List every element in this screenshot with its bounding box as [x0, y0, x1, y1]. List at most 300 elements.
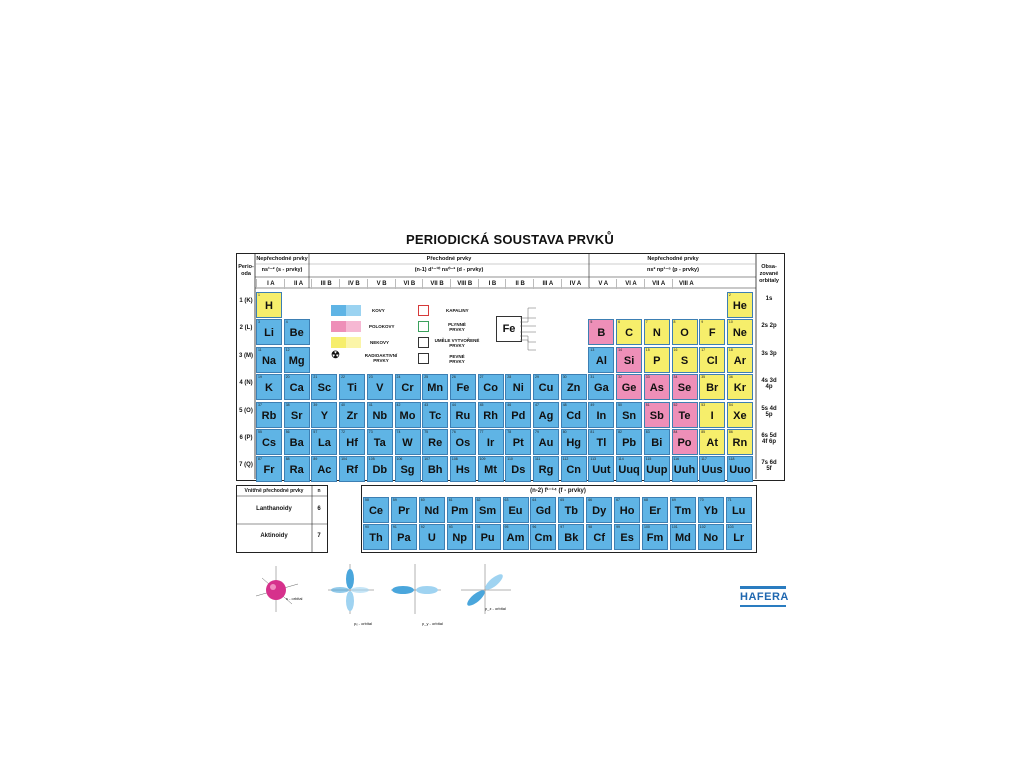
- element-s: [672, 347, 698, 373]
- atomic-number: 25: [424, 375, 429, 380]
- element-cl: [699, 347, 725, 373]
- element-symbol: Os: [455, 437, 471, 449]
- element-symbol: Ne: [732, 327, 747, 340]
- legend-kovy: KOVY: [372, 308, 385, 313]
- legend-plynne: PLYNNÉ PRVKY: [448, 322, 466, 332]
- element-v: [367, 374, 393, 400]
- element-symbol: B: [597, 327, 606, 340]
- legend-polokovy: POLOKOVY: [369, 324, 395, 329]
- atomic-number: 118: [728, 457, 735, 462]
- element-rn: [727, 429, 753, 455]
- atomic-number: 28: [507, 375, 512, 380]
- element-sr: [284, 402, 310, 428]
- pz-orbital-caption: p_z - orbital: [485, 606, 506, 611]
- atomic-number: 22: [341, 375, 345, 380]
- element-symbol: Rg: [538, 464, 554, 477]
- element-hs: [450, 456, 476, 482]
- atomic-number: 36: [728, 375, 733, 380]
- atomic-number: 17: [701, 347, 706, 352]
- element-symbol: Pt: [512, 437, 524, 449]
- element-symbol: Db: [372, 464, 388, 477]
- element-symbol: Uup: [646, 464, 668, 477]
- atomic-number: 51: [645, 402, 650, 407]
- atomic-number: 30: [562, 375, 567, 380]
- atomic-number: 32: [618, 375, 622, 380]
- atomic-number: 1: [258, 293, 260, 297]
- inner-header-label: Vnitřně přechodné prvky: [244, 488, 304, 494]
- element-symbol: Ac: [317, 464, 332, 477]
- atomic-number: 63: [504, 498, 509, 502]
- legend-semimetal-swatch: [331, 321, 361, 332]
- atomic-number: 82: [618, 430, 622, 434]
- f-block-formula: (n-2) f¹⁻¹⁴ (f - prvky): [530, 488, 586, 494]
- element-symbol: Si: [623, 354, 635, 367]
- atomic-number: 59: [392, 498, 397, 502]
- group-label: V B: [367, 279, 396, 289]
- element-symbol: Ir: [486, 437, 495, 449]
- publisher-logo: [740, 586, 789, 610]
- px-orbital-icon: [328, 564, 374, 614]
- legend-nonmetal-swatch: [331, 337, 361, 348]
- element-zr: [339, 402, 365, 428]
- element-rg: [533, 456, 559, 482]
- element-xe: [727, 402, 753, 428]
- element-ne: [727, 319, 753, 345]
- atomic-number: 104: [341, 457, 347, 462]
- group-label: I B: [478, 279, 507, 289]
- element-ir: [478, 429, 504, 455]
- element-nd: [419, 497, 445, 523]
- element-ru: [450, 402, 476, 428]
- group-label: VI A: [616, 279, 645, 289]
- element-tm: [670, 497, 696, 523]
- atomic-number: 103: [727, 525, 734, 529]
- element-co: [478, 374, 504, 400]
- element-rb: [256, 402, 282, 428]
- element-fr: [256, 456, 282, 482]
- element-symbol: Zr: [346, 409, 358, 422]
- element-symbol: Uut: [592, 464, 611, 477]
- py-orbital-caption: p_y - orbital: [422, 621, 443, 626]
- legend-metal-swatch: [331, 305, 361, 316]
- atomic-number: 110: [507, 457, 513, 462]
- element-symbol: Zn: [566, 382, 581, 395]
- group-label: IV B: [339, 279, 368, 289]
- page-title: PERIODICKÁ SOUSTAVA PRVKŮ: [406, 232, 614, 247]
- element-symbol: Xe: [733, 409, 747, 422]
- period-orbitals: 1s: [765, 296, 773, 302]
- element-symbol: Cs: [261, 437, 277, 449]
- element-symbol: Ds: [511, 464, 526, 477]
- atomic-number: 111: [535, 457, 541, 462]
- element-pb: [616, 429, 642, 455]
- element-symbol: Kr: [733, 382, 746, 395]
- atomic-number: 74: [396, 430, 401, 434]
- element-ca: [284, 374, 310, 400]
- atomic-number: 47: [535, 402, 539, 407]
- element-symbol: Co: [483, 382, 498, 395]
- lanthanoids-label: Lanthanoidy: [256, 506, 292, 512]
- element-symbol: Pb: [622, 437, 637, 449]
- atomic-number: 8: [673, 320, 676, 325]
- atomic-number: 65: [560, 498, 565, 502]
- element-symbol: Sn: [622, 409, 637, 422]
- atomic-number: 77: [479, 430, 484, 434]
- element-kr: [727, 374, 753, 400]
- element-ti: [339, 374, 365, 400]
- element-symbol: O: [680, 327, 689, 340]
- legend-kapaliny: KAPALINY: [446, 308, 469, 313]
- element-symbol: Po: [677, 437, 692, 449]
- element-hg: [561, 429, 587, 455]
- period-orbitals: 4s 3d 4p: [761, 378, 777, 391]
- atomic-number: 85: [701, 430, 706, 434]
- element-symbol: Pa: [397, 532, 411, 544]
- group-label: VI B: [395, 279, 424, 289]
- element-symbol: Ca: [289, 382, 304, 395]
- element-symbol: Ga: [594, 382, 609, 395]
- element-symbol: Sg: [400, 464, 415, 477]
- atomic-number: 50: [618, 402, 622, 407]
- element-symbol: Mo: [399, 409, 416, 422]
- atomic-number: 73: [368, 430, 373, 434]
- element-symbol: Sb: [649, 409, 664, 422]
- element-symbol: In: [596, 409, 607, 422]
- element-ar: [727, 347, 753, 373]
- group-label: VIII B: [450, 279, 479, 289]
- element-symbol: Pr: [398, 505, 410, 517]
- atomic-number: 16: [673, 347, 678, 352]
- element-symbol: C: [625, 327, 634, 340]
- mid-group-formula: (n-1) d¹⁻¹⁰ ns⁰⁻² (d - prvky): [414, 267, 484, 273]
- atomic-number: 105: [368, 457, 375, 462]
- element-symbol: Rn: [732, 437, 748, 449]
- element-bi: [644, 429, 670, 455]
- element-mn: [422, 374, 448, 400]
- element-mg: [284, 347, 310, 373]
- element-re: [422, 429, 448, 455]
- element-ga: [588, 374, 614, 400]
- element-symbol: Lu: [731, 505, 746, 517]
- period-label: 3 (M): [239, 352, 253, 359]
- element-symbol: N: [652, 327, 661, 340]
- element-symbol: Ce: [368, 505, 384, 517]
- element-lr: [726, 524, 752, 550]
- element-symbol: Li: [264, 327, 274, 340]
- atomic-number: 43: [424, 402, 429, 407]
- element-symbol: Se: [677, 382, 692, 395]
- element-symbol: Tb: [564, 505, 579, 517]
- example-callout-lines: [520, 306, 540, 352]
- element-tc: [422, 402, 448, 428]
- element-nb: [367, 402, 393, 428]
- element-uup: [644, 456, 670, 482]
- element-symbol: Ba: [289, 437, 304, 449]
- element-li: [256, 319, 282, 345]
- element-he: [727, 292, 753, 318]
- legend-nekovy: NEKOVY: [370, 340, 390, 345]
- legend-radioaktivni: RADIOAKTIVNÍ PRVKY: [364, 353, 398, 363]
- element-uuo: [727, 456, 753, 482]
- atomic-number: 87: [258, 457, 262, 462]
- element-symbol: Au: [538, 437, 554, 449]
- element-symbol: Fm: [646, 532, 664, 544]
- period-label: 5 (O): [239, 407, 253, 414]
- element-fm: [642, 524, 668, 550]
- element-symbol: Hs: [455, 464, 470, 477]
- element-symbol: P: [653, 354, 661, 367]
- element-symbol: At: [706, 437, 718, 449]
- group-label: I A: [256, 279, 285, 289]
- element-eu: [503, 497, 529, 523]
- atomic-number: 61: [448, 498, 453, 502]
- atomic-number: 40: [341, 402, 345, 407]
- atomic-number: 4: [285, 320, 288, 325]
- period-orbitals: 2s 2p: [761, 323, 777, 330]
- element-o: [672, 319, 698, 345]
- element-symbol: He: [732, 300, 747, 312]
- example-symbol: Fe: [502, 323, 516, 335]
- element-au: [533, 429, 559, 455]
- atomic-number: 100: [644, 525, 650, 529]
- element-mt: [478, 456, 504, 482]
- element-symbol: Nb: [372, 409, 388, 422]
- element-symbol: Ni: [512, 382, 524, 395]
- atomic-number: 35: [701, 375, 706, 380]
- element-c: [616, 319, 642, 345]
- example-element: [496, 316, 522, 342]
- element-pu: [475, 524, 501, 550]
- element-symbol: Tm: [674, 505, 692, 517]
- element-symbol: Ra: [289, 464, 304, 477]
- element-p: [644, 347, 670, 373]
- legend-umele: UMĚLE VYTVOŘENÉ PRVKY: [434, 338, 480, 348]
- atomic-number: 20: [285, 375, 290, 380]
- element-uut: [588, 456, 614, 482]
- atomic-number: 81: [590, 430, 595, 434]
- radioactive-icon: ☢: [331, 350, 340, 361]
- group-label: VII A: [644, 279, 673, 289]
- left-group-title: Nepřechodné prvky: [256, 256, 308, 262]
- period-label: 7 (Q): [239, 462, 253, 469]
- element-os: [450, 429, 476, 455]
- element-cd: [561, 402, 587, 428]
- atomic-number: 52: [673, 402, 678, 407]
- element-symbol: Ta: [373, 437, 386, 449]
- element-symbol: Uuq: [618, 464, 640, 477]
- element-symbol: Rh: [483, 409, 498, 422]
- element-pm: [447, 497, 473, 523]
- atomic-number: 95: [504, 525, 509, 529]
- atomic-number: 37: [258, 402, 262, 407]
- atomic-number: 55: [258, 430, 262, 434]
- atomic-number: 49: [590, 402, 595, 407]
- atomic-number: 53: [701, 402, 706, 407]
- atomic-number: 98: [588, 525, 593, 529]
- element-symbol: Cf: [593, 532, 605, 544]
- element-ni: [505, 374, 531, 400]
- element-lu: [726, 497, 752, 523]
- element-symbol: No: [703, 532, 719, 544]
- element-tl: [588, 429, 614, 455]
- atomic-number: 106: [396, 457, 403, 462]
- atomic-number: 23: [368, 375, 373, 380]
- atomic-number: 90: [365, 525, 369, 529]
- element-fe: [450, 374, 476, 400]
- element-mo: [395, 402, 421, 428]
- atomic-number: 112: [562, 457, 569, 462]
- element-symbol: Tc: [429, 409, 442, 422]
- atomic-number: 89: [313, 457, 318, 462]
- atomic-number: 31: [590, 375, 595, 380]
- element-rf: [339, 456, 365, 482]
- atomic-number: 114: [618, 457, 624, 462]
- left-group-formula: ns¹⁻² (s - prvky): [261, 267, 303, 273]
- element-la: [311, 429, 337, 455]
- element-am: [503, 524, 529, 550]
- atomic-number: 93: [448, 525, 453, 529]
- element-symbol: Ru: [455, 409, 471, 422]
- atomic-number: 24: [396, 375, 401, 380]
- element-symbol: Th: [369, 532, 383, 544]
- inner-labels-lines: [236, 485, 328, 553]
- atomic-number: 96: [532, 525, 537, 529]
- atomic-number: 107: [424, 457, 431, 462]
- element-symbol: I: [710, 409, 714, 422]
- element-b: [588, 319, 614, 345]
- inner-n-label: n: [317, 488, 321, 494]
- atomic-number: 38: [285, 402, 290, 407]
- legend-artificial-swatch: [418, 337, 429, 348]
- atomic-number: 34: [673, 375, 678, 380]
- element-symbol: Sm: [479, 505, 497, 517]
- atomic-number: 88: [285, 457, 290, 462]
- element-symbol: Er: [649, 505, 661, 517]
- element-w: [395, 429, 421, 455]
- atomic-number: 7: [645, 320, 648, 325]
- element-i: [699, 402, 725, 428]
- group-label: VIII A: [672, 279, 701, 289]
- element-symbol: K: [265, 382, 273, 395]
- element-at: [699, 429, 725, 455]
- legend-liquid-swatch: [418, 305, 429, 316]
- element-cr: [395, 374, 421, 400]
- period-orbitals: 7s 6d 5f: [761, 460, 777, 473]
- atomic-number: 5: [590, 320, 593, 325]
- element-ta: [367, 429, 393, 455]
- group-label: II B: [505, 279, 534, 289]
- element-symbol: Pu: [480, 532, 495, 544]
- element-in: [588, 402, 614, 428]
- atomic-number: 69: [671, 498, 676, 502]
- atomic-number: 9: [701, 320, 704, 325]
- atomic-number: 13: [590, 347, 595, 352]
- atomic-number: 19: [258, 375, 262, 380]
- s-orbital-caption: s - orbital: [286, 596, 303, 601]
- element-uuh: [672, 456, 698, 482]
- lanthanoids-n: 6: [317, 506, 321, 512]
- px-orbital-caption: pₓ - orbital: [354, 621, 372, 626]
- element-symbol: Pm: [451, 505, 469, 517]
- atomic-number: 70: [699, 498, 704, 502]
- element-symbol: Cd: [566, 409, 582, 422]
- element-se: [672, 374, 698, 400]
- element-symbol: Mn: [427, 382, 444, 395]
- element-symbol: H: [265, 300, 273, 312]
- atomic-number: 115: [645, 457, 652, 462]
- orbital-diagrams: [236, 560, 516, 630]
- atomic-number: 97: [560, 525, 565, 529]
- element-symbol: Nd: [424, 505, 440, 517]
- atomic-number: 79: [535, 430, 539, 434]
- element-na: [256, 347, 282, 373]
- element-symbol: Cr: [401, 382, 414, 395]
- atomic-number: 76: [451, 430, 456, 434]
- element-symbol: La: [317, 437, 331, 449]
- element-yb: [698, 497, 724, 523]
- element-symbol: Y: [320, 409, 329, 422]
- element-symbol: Cm: [534, 532, 553, 544]
- element-symbol: Rf: [346, 464, 358, 477]
- element-symbol: Bk: [564, 532, 579, 544]
- atomic-number: 86: [728, 430, 733, 434]
- element-be: [284, 319, 310, 345]
- atomic-number: 45: [479, 402, 484, 407]
- element-si: [616, 347, 642, 373]
- element-symbol: Hg: [566, 437, 582, 449]
- element-al: [588, 347, 614, 373]
- element-symbol: Re: [428, 437, 443, 449]
- atomic-number: 94: [476, 525, 481, 529]
- element-symbol: Np: [452, 532, 468, 544]
- atomic-number: 48: [562, 402, 567, 407]
- atomic-number: 44: [451, 402, 456, 407]
- element-h: [256, 292, 282, 318]
- element-symbol: Md: [674, 532, 691, 544]
- element-n: [644, 319, 670, 345]
- element-symbol: Be: [289, 327, 304, 340]
- atomic-number: 99: [616, 525, 620, 529]
- legend-pevne: PEVNÉ PRVKY: [449, 354, 465, 364]
- element-sb: [644, 402, 670, 428]
- element-te: [672, 402, 698, 428]
- element-db: [367, 456, 393, 482]
- atomic-number: 54: [728, 402, 733, 407]
- legend-solid-swatch: [418, 353, 429, 364]
- element-th: [363, 524, 389, 550]
- atomic-number: 3: [258, 320, 260, 325]
- group-label: III B: [311, 279, 340, 289]
- atomic-number: 67: [616, 498, 620, 502]
- element-no: [698, 524, 724, 550]
- element-po: [672, 429, 698, 455]
- element-md: [670, 524, 696, 550]
- element-sn: [616, 402, 642, 428]
- atomic-number: 56: [285, 430, 290, 434]
- element-symbol: Cl: [706, 354, 718, 367]
- atomic-number: 2: [728, 293, 731, 297]
- atomic-number: 42: [396, 402, 401, 407]
- element-sg: [395, 456, 421, 482]
- atomic-number: 108: [451, 457, 458, 462]
- element-symbol: V: [376, 382, 384, 395]
- atomic-number: 91: [392, 525, 397, 529]
- element-symbol: Ge: [621, 382, 637, 395]
- element-symbol: Gd: [535, 505, 552, 517]
- element-es: [614, 524, 640, 550]
- element-hf: [339, 429, 365, 455]
- element-np: [447, 524, 473, 550]
